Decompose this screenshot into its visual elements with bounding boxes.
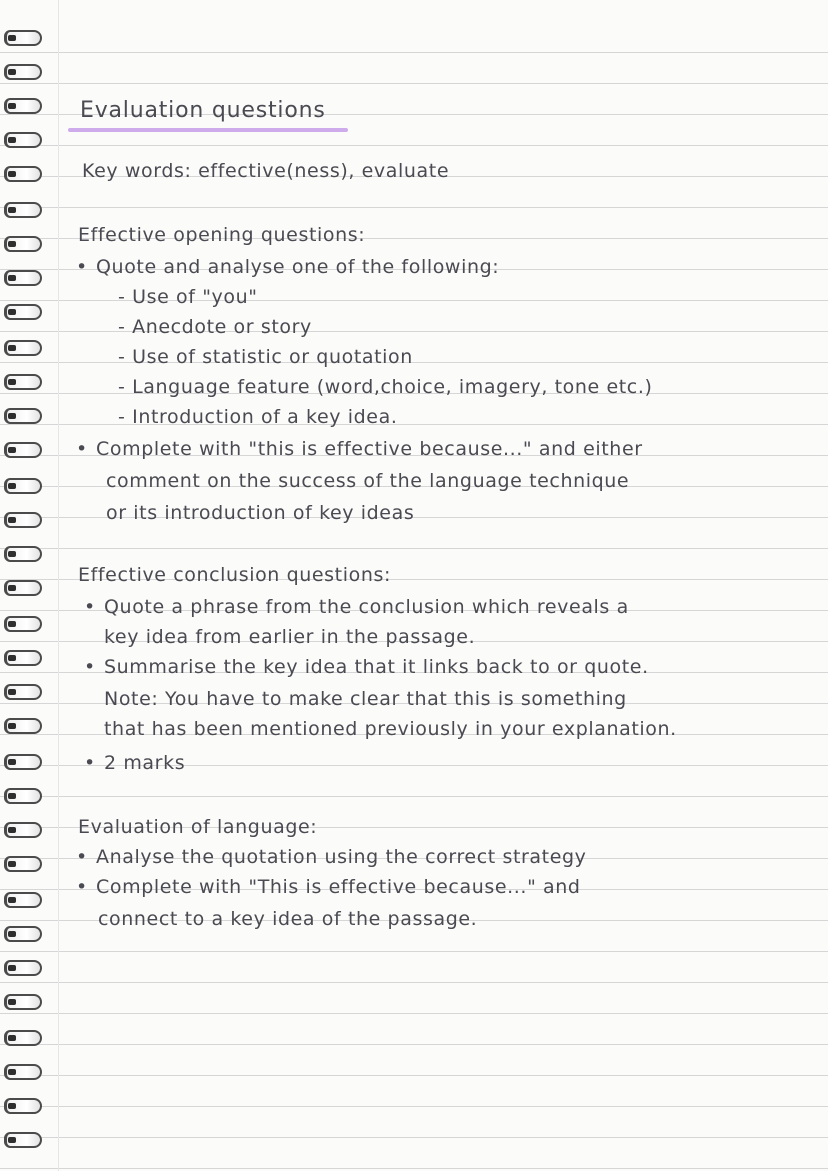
spiral-ring — [4, 512, 42, 528]
spiral-ring — [4, 994, 42, 1010]
margin-line — [58, 0, 59, 1171]
spiral-ring — [4, 30, 42, 46]
language-bullet-2-line: Complete with "This is effective because..." and — [96, 876, 581, 898]
dash-item: - Use of "you" — [118, 286, 258, 308]
bullet-dot: • — [76, 256, 88, 278]
opening-bullet-2-line: Complete with "this is effective because..." and either — [96, 438, 643, 460]
spiral-ring — [4, 718, 42, 734]
spiral-ring — [4, 132, 42, 148]
spiral-ring — [4, 546, 42, 562]
spiral-ring — [4, 616, 42, 632]
conclusion-heading: Effective conclusion questions: — [78, 564, 391, 586]
spiral-ring — [4, 270, 42, 286]
conclusion-bullet-1-line: key idea from earlier in the passage. — [104, 626, 476, 648]
bullet-dot: • — [76, 438, 88, 460]
spiral-ring — [4, 166, 42, 182]
bullet-dot: • — [84, 656, 96, 678]
spiral-ring — [4, 478, 42, 494]
page-title: Evaluation questions — [80, 98, 326, 123]
conclusion-bullet-3: 2 marks — [104, 752, 186, 774]
spiral-binding — [0, 0, 52, 1171]
opening-heading: Effective opening questions: — [78, 224, 366, 246]
spiral-ring — [4, 1098, 42, 1114]
spiral-ring — [4, 442, 42, 458]
conclusion-bullet-2-line: Note: You have to make clear that this is something — [104, 688, 627, 710]
spiral-ring — [4, 650, 42, 666]
spiral-ring — [4, 960, 42, 976]
bullet-dot: • — [76, 876, 88, 898]
language-bullet-2-line: connect to a key idea of the passage. — [98, 908, 478, 930]
spiral-ring — [4, 926, 42, 942]
dash-item: - Introduction of a key idea. — [118, 406, 398, 428]
bullet-dot: • — [76, 846, 88, 868]
opening-bullet-1: Quote and analyse one of the following: — [96, 256, 500, 278]
dash-item: - Use of statistic or quotation — [118, 346, 413, 368]
conclusion-bullet-1-line: Quote a phrase from the conclusion which reveals a — [104, 596, 629, 618]
spiral-ring — [4, 1064, 42, 1080]
spiral-ring — [4, 684, 42, 700]
title-highlight — [68, 128, 348, 132]
spiral-ring — [4, 202, 42, 218]
spiral-ring — [4, 856, 42, 872]
spiral-ring — [4, 1030, 42, 1046]
spiral-ring — [4, 408, 42, 424]
spiral-ring — [4, 236, 42, 252]
conclusion-bullet-2-line: Summarise the key idea that it links back to or quote. — [104, 656, 649, 678]
spiral-ring — [4, 374, 42, 390]
spiral-ring — [4, 340, 42, 356]
dash-item: - Language feature (word,choice, imagery, tone etc.) — [118, 376, 653, 398]
spiral-ring — [4, 304, 42, 320]
opening-bullet-2-line: comment on the success of the language technique — [106, 470, 630, 492]
spiral-ring — [4, 892, 42, 908]
conclusion-bullet-2-line: that has been mentioned previously in your explanation. — [104, 718, 677, 740]
spiral-ring — [4, 1132, 42, 1148]
spiral-ring — [4, 64, 42, 80]
dash-item: - Anecdote or story — [118, 316, 312, 338]
spiral-ring — [4, 754, 42, 770]
spiral-ring — [4, 788, 42, 804]
key-words: Key words: effective(ness), evaluate — [82, 160, 450, 182]
language-bullet-1: Analyse the quotation using the correct strategy — [96, 846, 587, 868]
spiral-ring — [4, 822, 42, 838]
spiral-ring — [4, 580, 42, 596]
bullet-dot: • — [84, 752, 96, 774]
language-heading: Evaluation of language: — [78, 816, 318, 838]
spiral-ring — [4, 98, 42, 114]
opening-bullet-2-line: or its introduction of key ideas — [106, 502, 415, 524]
bullet-dot: • — [84, 596, 96, 618]
